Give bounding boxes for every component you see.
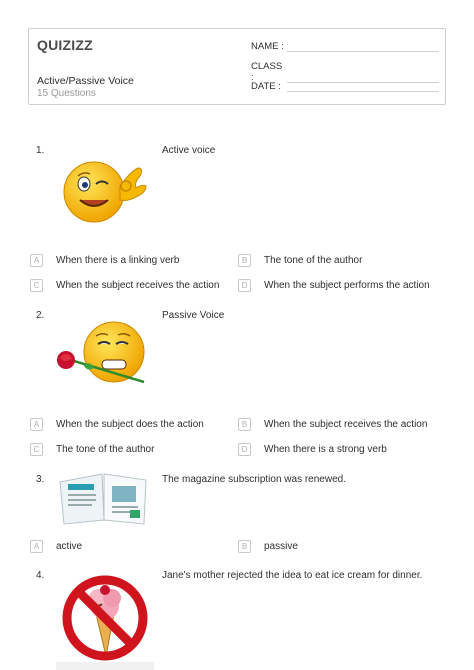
date-label: DATE :	[251, 81, 281, 92]
option-text: The tone of the author	[56, 444, 155, 455]
worksheet-title: Active/Passive Voice	[37, 75, 134, 87]
option-letter-box: C	[30, 443, 43, 456]
option-letter-box: D	[238, 443, 251, 456]
option-letter-box: A	[30, 418, 43, 431]
quizizz-logo: QUIZIZZ	[37, 37, 93, 53]
option-text: When there is a linking verb	[56, 255, 180, 266]
option-text: The tone of the author	[264, 255, 363, 266]
name-field[interactable]	[251, 41, 439, 52]
option-text: When the subject performs the action	[264, 280, 430, 291]
q2-option-c[interactable]	[30, 443, 154, 456]
option-text: When there is a strong verb	[264, 444, 387, 455]
option-letter-box: B	[238, 254, 251, 267]
option-letter-box: B	[238, 540, 251, 553]
date-line[interactable]	[287, 81, 439, 92]
q1-option-a[interactable]	[30, 254, 179, 267]
option-letter-box: D	[238, 279, 251, 292]
question-3-number: 3.	[36, 474, 45, 485]
class-field[interactable]	[251, 61, 439, 83]
option-text: passive	[264, 541, 298, 552]
option-text: When the subject receives the action	[56, 280, 220, 291]
question-3-text: The magazine subscription was renewed.	[162, 474, 346, 485]
q3-option-a[interactable]	[30, 540, 82, 553]
question-count: 15 Questions	[37, 88, 96, 99]
q3-option-b[interactable]	[238, 540, 298, 553]
q2-option-a[interactable]	[30, 418, 204, 431]
question-4-number: 4.	[36, 570, 45, 581]
q1-option-d[interactable]	[238, 279, 430, 292]
option-letter-box: A	[30, 540, 43, 553]
name-label: NAME :	[251, 41, 284, 52]
question-2-number: 2.	[36, 310, 45, 321]
open-magazine-icon	[56, 470, 152, 526]
question-4-text: Jane's mother rejected the idea to eat ice cream for dinner.	[162, 570, 423, 581]
no-ice-cream-sign-icon	[56, 568, 154, 670]
q2-option-d[interactable]	[238, 443, 387, 456]
date-field[interactable]	[251, 81, 439, 92]
option-text: When the subject receives the action	[264, 419, 428, 430]
option-letter-box: A	[30, 254, 43, 267]
winking-emoji-ok-hand-icon	[58, 156, 150, 226]
name-line[interactable]	[287, 41, 439, 52]
worksheet-header	[28, 28, 446, 105]
option-letter-box: B	[238, 418, 251, 431]
question-2-text: Passive Voice	[162, 310, 225, 321]
q2-option-b[interactable]	[238, 418, 427, 431]
option-letter-box: C	[30, 279, 43, 292]
class-label: CLASS :	[251, 61, 283, 83]
option-text: When the subject does the action	[56, 419, 204, 430]
option-text: active	[56, 541, 83, 552]
question-1-number: 1.	[36, 145, 45, 156]
q1-option-b[interactable]	[238, 254, 362, 267]
q1-option-c[interactable]	[30, 279, 219, 292]
question-1-text: Active voice	[162, 145, 216, 156]
emoji-with-rose-icon	[54, 318, 150, 390]
